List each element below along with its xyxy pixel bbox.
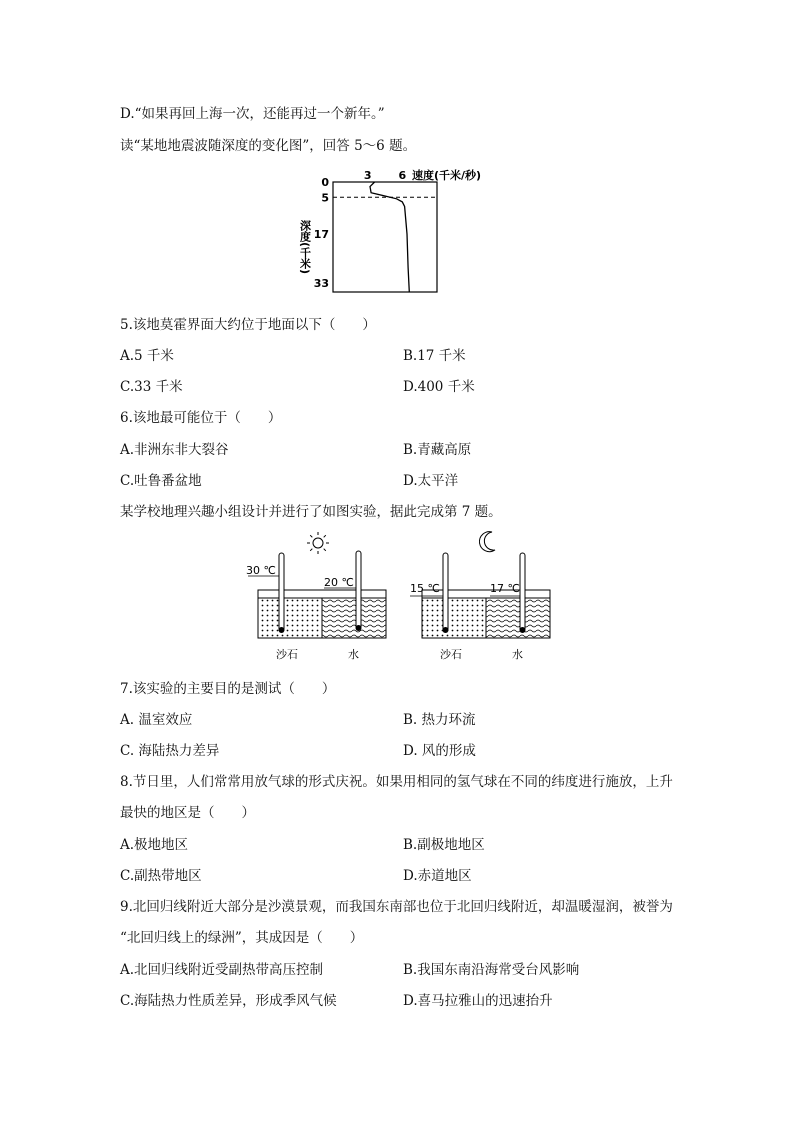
moon-icon <box>479 532 495 552</box>
seismic-wave-curve <box>370 182 409 292</box>
day-setup <box>246 532 386 661</box>
option-d-quote: D.“如果再回上海一次，还能再过一个新年。” <box>120 106 385 122</box>
q6-option-a[interactable]: A.非洲东非大裂谷 <box>120 442 229 458</box>
q8-option-c[interactable]: C.副热带地区 <box>120 868 202 884</box>
question-7: 7.该实验的主要目的是测试（ ） <box>120 681 336 697</box>
water-thermometer <box>356 551 361 629</box>
day-sand-temp: 30 ℃ <box>246 564 276 577</box>
q8-option-a[interactable]: A.极地地区 <box>120 837 189 853</box>
water-container <box>322 598 386 638</box>
q6-option-c[interactable]: C.吐鲁番盆地 <box>120 473 202 489</box>
q9-option-b[interactable]: B.我国东南沿海常受台风影响 <box>403 962 580 978</box>
y-tick-label: 5 <box>321 191 329 205</box>
question-5: 5.该地莫霍界面大约位于地面以下（ ） <box>120 317 376 333</box>
night-sand-label: 沙石 <box>440 648 462 661</box>
q7-option-a[interactable]: A. 温室效应 <box>120 712 193 728</box>
y-tick-label: 17 <box>313 227 329 241</box>
x-axis-label: 速度(千米/秒) <box>412 169 482 182</box>
x-tick-label: 6 <box>398 169 407 182</box>
x-tick-label: 3 <box>363 169 372 182</box>
sand-container <box>422 598 486 638</box>
day-sand-label: 沙石 <box>276 648 298 661</box>
question-9-line-1: 9.北回归线附近大部分是沙漠景观，而我国东南部也位于北回归线附近，却温暖湿润，被誉为 <box>120 899 673 915</box>
q5-option-a[interactable]: A.5 千米 <box>120 348 174 364</box>
y-axis-label: 深度(千米) <box>298 220 312 275</box>
q6-option-d[interactable]: D.太平洋 <box>403 473 459 489</box>
q9-option-d[interactable]: D.喜马拉雅山的迅速抬升 <box>403 993 553 1009</box>
water-container <box>486 598 550 638</box>
q5-option-b[interactable]: B.17 千米 <box>403 348 466 364</box>
y-tick-label: 0 <box>321 176 329 189</box>
question-8-line-2: 最快的地区是（ ） <box>120 805 255 821</box>
question-8-line-1: 8.节日里，人们常常用放气球的形式庆祝。如果用相同的氢气球在不同的纬度进行施放，上升 <box>120 774 673 790</box>
q5-option-c[interactable]: C.33 千米 <box>120 379 183 395</box>
sand-container <box>258 598 322 638</box>
night-sand-temp: 15 ℃ <box>410 582 440 595</box>
intro-q7: 某学校地理兴趣小组设计并进行了如图实验，据此完成第 7 题。 <box>120 504 502 520</box>
sand-thermometer <box>443 553 448 631</box>
chart-frame <box>333 182 437 292</box>
container-rim <box>422 590 550 598</box>
question-9-line-2: “北回归线上的绿洲”，其成因是（ ） <box>120 930 364 946</box>
q9-option-a[interactable]: A.北回归线附近受副热带高压控制 <box>120 962 324 978</box>
q9-option-c[interactable]: C.海陆热力性质差异，形成季风气候 <box>120 993 337 1009</box>
night-water-label: 水 <box>512 648 523 661</box>
intro-q5-6: 读“某地地震波随深度的变化图”，回答 5～6 题。 <box>120 138 417 154</box>
q7-option-d[interactable]: D. 风的形成 <box>403 743 476 759</box>
sun-icon <box>307 532 329 554</box>
seismic-chart <box>290 168 530 298</box>
experiment-figure <box>240 528 570 663</box>
q8-option-b[interactable]: B.副极地地区 <box>403 837 485 853</box>
q6-option-b[interactable]: B.青藏高原 <box>403 442 472 458</box>
water-thermometer <box>520 553 525 631</box>
q7-option-c[interactable]: C. 海陆热力差异 <box>120 743 220 759</box>
day-water-temp: 20 ℃ <box>324 576 354 589</box>
night-water-temp: 17 ℃ <box>490 582 520 595</box>
q7-option-b[interactable]: B. 热力环流 <box>403 712 476 728</box>
q5-option-d[interactable]: D.400 千米 <box>403 379 475 395</box>
container-rim <box>258 590 386 598</box>
night-setup <box>410 532 550 661</box>
sand-thermometer <box>279 553 284 631</box>
question-6: 6.该地最可能位于（ ） <box>120 410 282 426</box>
day-water-label: 水 <box>348 648 359 661</box>
y-tick-label: 33 <box>313 276 329 290</box>
q8-option-d[interactable]: D.赤道地区 <box>403 868 472 884</box>
